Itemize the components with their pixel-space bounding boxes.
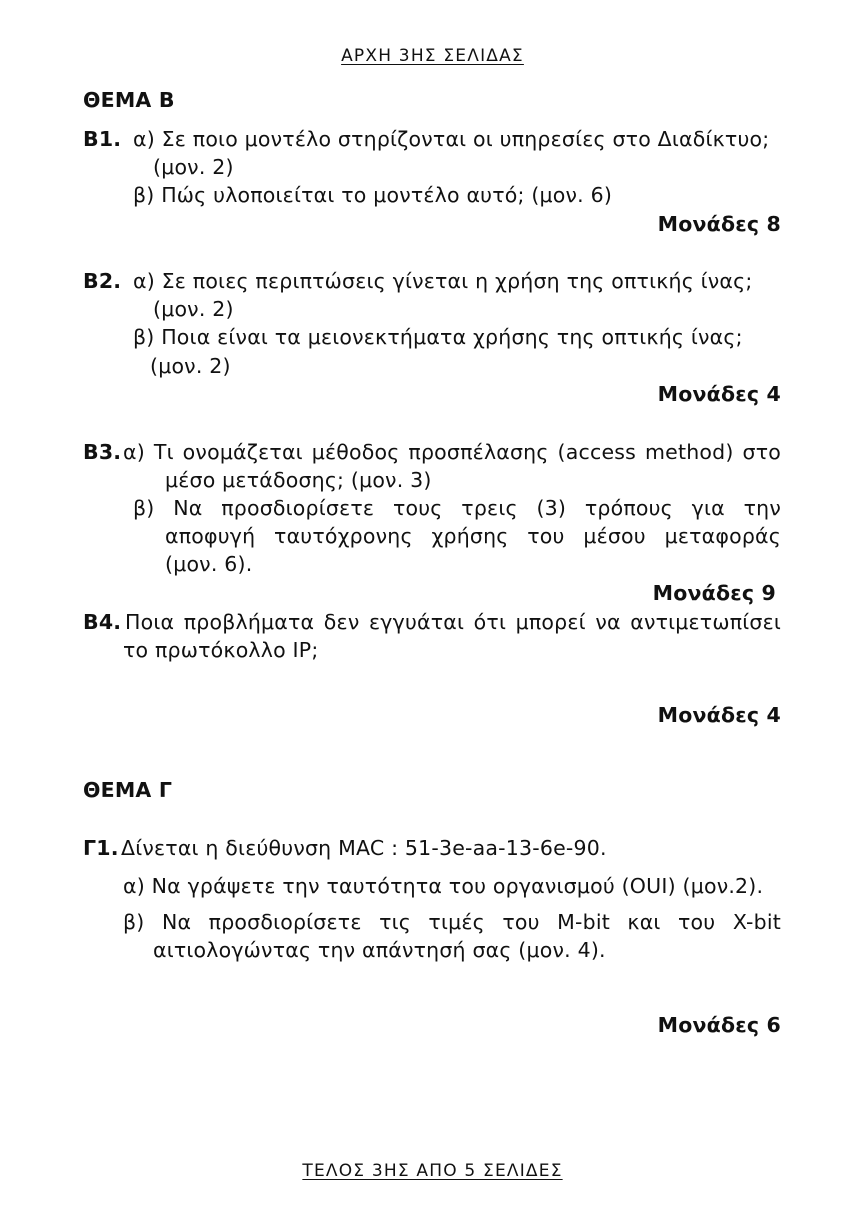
question-b4-text: Ποια προβλήματα δεν εγγυάται ότι μπορεί να αντιμετωπίσει (125, 610, 781, 634)
question-b3-b-text: β) Να προσδιορίσετε τους τρεις (3) τρόπους για την (133, 496, 781, 520)
question-c1-b-text-cont: αιτιολογώντας την απάντησή σας (μον. 4). (153, 938, 606, 962)
question-b3-label: Β3. (83, 440, 122, 464)
question-c1-points: Μονάδες 6 (657, 1013, 781, 1037)
question-b2-a-text: α) Σε ποιες περιπτώσεις γίνεται η χρήση της οπτικής ίνας; (133, 269, 753, 293)
question-b2-label: Β2. (83, 269, 122, 293)
question-b3-points: Μονάδες 9 (652, 581, 776, 605)
question-b3-a-text-cont: μέσο μετάδοσης; (μον. 3) (165, 468, 432, 492)
question-b4-points: Μονάδες 4 (657, 703, 781, 727)
question-b1-points: Μονάδες 8 (657, 212, 781, 236)
question-b3-b-points: (μον. 6). (165, 552, 253, 576)
theme-b-title: ΘΕΜΑ Β (83, 88, 175, 112)
question-b2-points: Μονάδες 4 (657, 382, 781, 406)
question-b3-a-text: α) Τι ονομάζεται μέθοδος προσπέλασης (access method) στο (123, 440, 781, 464)
question-b1-label: Β1. (83, 127, 122, 151)
question-c1-label: Γ1. (83, 836, 119, 860)
question-b2-b-points: (μον. 2) (150, 354, 231, 378)
question-b2-b-text: β) Ποια είναι τα μειονεκτήματα χρήσης της οπτικής ίνας; (133, 325, 743, 349)
question-c1-b-text: β) Να προσδιορίσετε τις τιμές του M-bit και του X-bit (123, 910, 781, 934)
question-c1-a-text: α) Να γράψετε την ταυτότητα του οργανισμού (OUI) (μον.2). (123, 874, 764, 898)
question-b1-a-points: (μον. 2) (153, 155, 234, 179)
question-b3-b-text-cont: αποφυγή ταυτόχρονης χρήσης του μέσου μεταφοράς (165, 524, 781, 548)
question-b1-a-text: α) Σε ποιο μοντέλο στηρίζονται οι υπηρεσίες στο Διαδίκτυο; (133, 127, 770, 151)
page-footer: ΤΕΛΟΣ 3ΗΣ ΑΠΟ 5 ΣΕΛΙΔΕΣ (302, 1161, 563, 1181)
question-b2-a-points: (μον. 2) (153, 297, 234, 321)
question-b4-text-cont: το πρωτόκολλο IP; (123, 638, 319, 662)
question-c1-intro: Δίνεται η διεύθυνση MAC : 51-3e-aa-13-6e-90. (121, 836, 607, 860)
question-b1-b-text: β) Πώς υλοποιείται το μοντέλο αυτό; (μον. 6) (133, 183, 613, 207)
page-header: ΑΡΧΗ 3ΗΣ ΣΕΛΙΔΑΣ (341, 46, 524, 66)
theme-c-title: ΘΕΜΑ Γ (83, 778, 173, 802)
question-b4-label: Β4. (83, 610, 122, 634)
